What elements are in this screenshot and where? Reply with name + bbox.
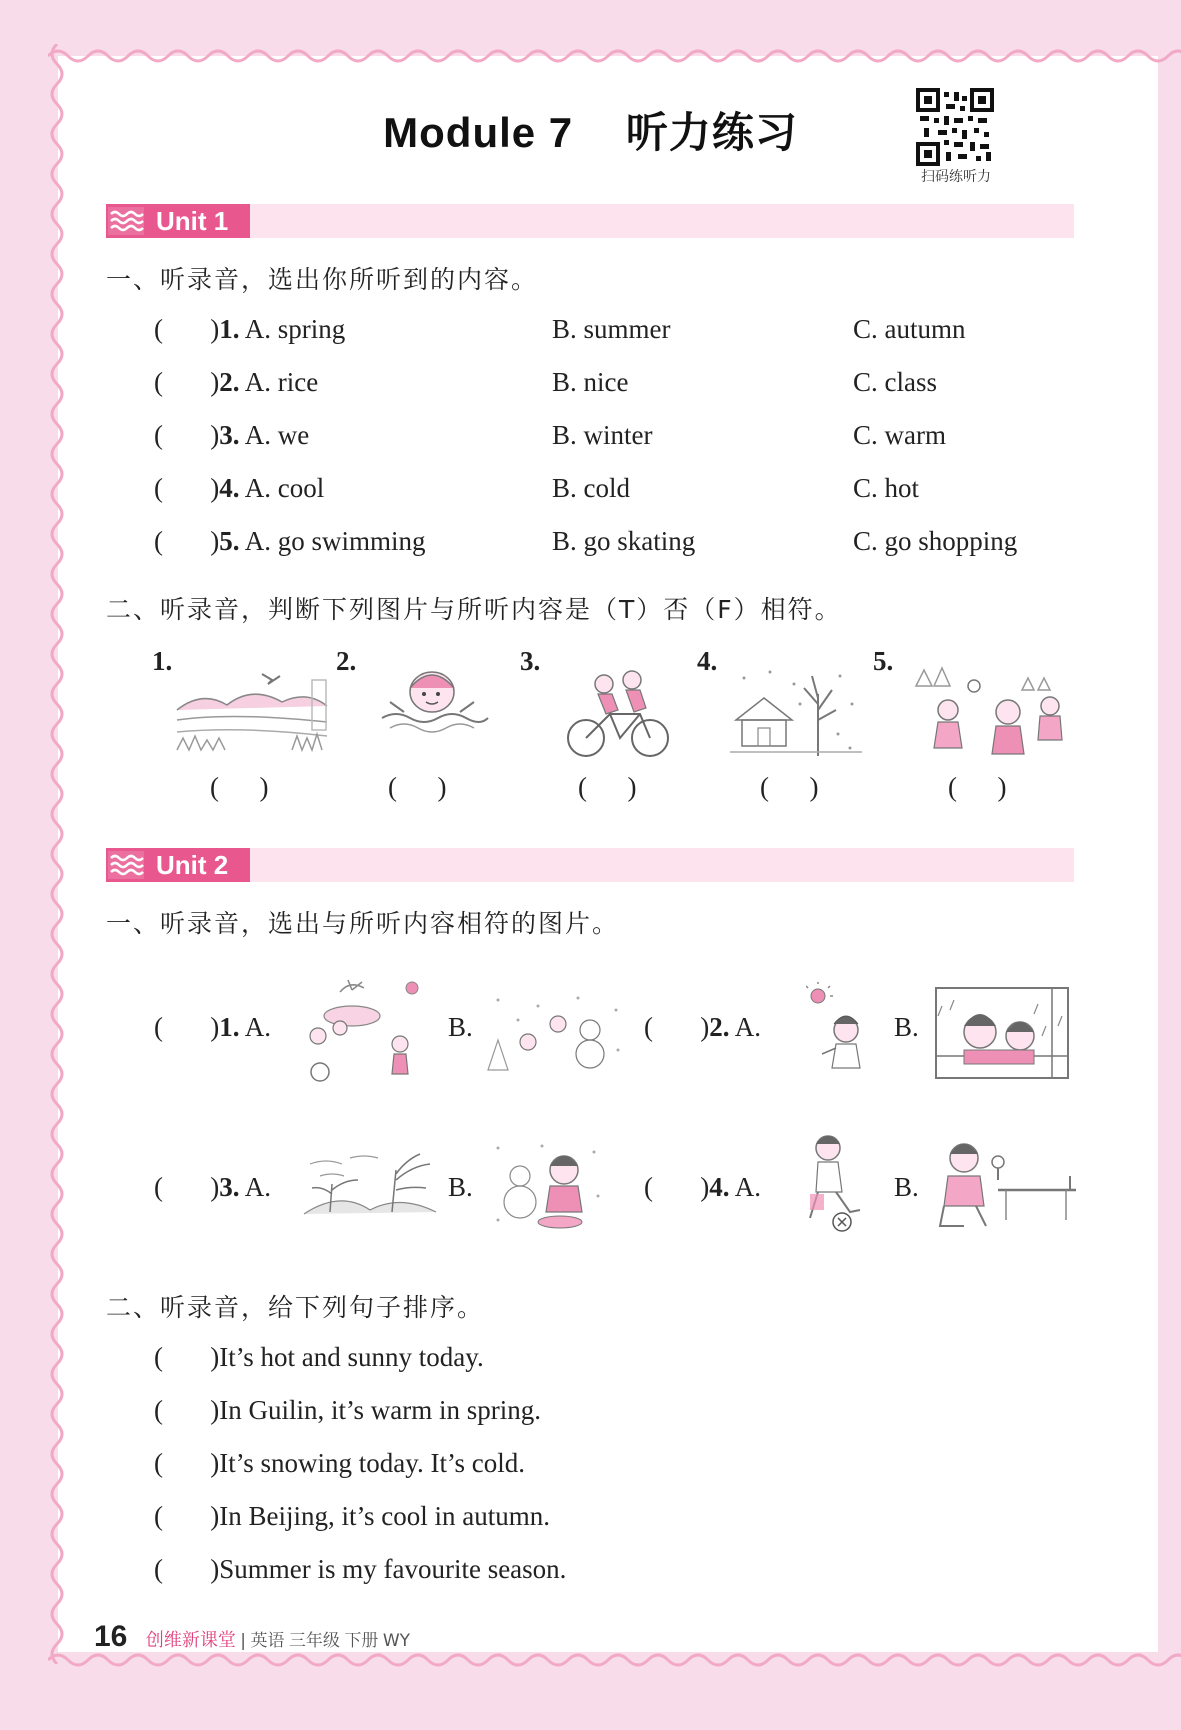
item-number: 3.: [219, 420, 240, 450]
list-item: [154, 1012, 271, 1043]
answer-paren[interactable]: ( ): [154, 526, 220, 556]
unit2-label: Unit 2: [156, 850, 229, 880]
option-b: B. summer: [552, 314, 671, 344]
option-a: A. go swimming: [244, 526, 426, 556]
swimming-girl-icon: [374, 664, 494, 740]
list-item: [154, 1554, 566, 1585]
wavy-border-top: [48, 44, 1181, 68]
answer-paren[interactable]: ( ): [154, 1448, 220, 1478]
unit2-part2-title: 二、听录音，给下列句子排序。: [106, 1293, 485, 1322]
kids-cycling-icon: [564, 664, 676, 764]
page-number: 16: [94, 1620, 128, 1653]
book-title: 创维新课堂: [145, 1630, 236, 1651]
option-a: A.: [244, 1012, 271, 1042]
answer-paren[interactable]: ( ): [154, 1395, 220, 1425]
option-c: C. hot: [853, 473, 920, 503]
unit1-label: Unit 1: [156, 206, 229, 236]
qr-code-icon[interactable]: [916, 88, 994, 166]
item-number: 5.: [219, 526, 240, 556]
picture-number: 2.: [336, 646, 357, 676]
picture-number: 1.: [152, 646, 173, 676]
list-item: [154, 526, 426, 557]
option-b: B. winter: [552, 420, 653, 450]
list-item: [154, 1172, 271, 1203]
answer-paren[interactable]: ( ): [644, 1012, 710, 1042]
unit2-tag: [106, 848, 250, 882]
subject-label: 英语: [250, 1631, 285, 1651]
spring-landscape-icon: [172, 660, 332, 760]
option-b: B.: [894, 1012, 919, 1042]
answer-paren[interactable]: ( ): [644, 1172, 710, 1202]
grade-label: 三年级: [288, 1631, 340, 1651]
answer-paren[interactable]: ( ): [154, 367, 220, 397]
option-c: C. autumn: [853, 314, 966, 344]
rainy-window-kids-icon: [934, 986, 1070, 1084]
answer-paren[interactable]: ( ): [154, 1501, 220, 1531]
edition-label: WY: [382, 1631, 411, 1651]
answer-paren[interactable]: ( ): [154, 1012, 220, 1042]
qr-caption: 扫码练听力: [921, 169, 991, 185]
answer-paren[interactable]: ( ): [948, 772, 1007, 802]
answer-paren[interactable]: ( ): [154, 473, 220, 503]
option-a: A. rice: [244, 367, 319, 397]
option-a: A. cool: [244, 473, 325, 503]
list-item: [154, 1342, 484, 1373]
unit1-header: [106, 204, 1074, 238]
list-item: [154, 1501, 550, 1532]
picture-number: 4.: [697, 646, 718, 676]
unit2-part1-title: 一、听录音，选出与所听内容相符的图片。: [106, 909, 620, 938]
picture-number: 3.: [520, 646, 541, 676]
answer-paren[interactable]: ( ): [154, 314, 220, 344]
answer-paren[interactable]: ( ): [154, 420, 220, 450]
list-item: [644, 1012, 761, 1043]
unit1-part1-title: 一、听录音，选出你所听到的内容。: [106, 265, 539, 294]
answer-paren[interactable]: ( ): [578, 772, 637, 802]
snowman-boy-icon: [490, 1140, 606, 1232]
list-item: [154, 1395, 541, 1426]
answer-paren[interactable]: ( ): [154, 1342, 220, 1372]
summer-beach-kids-icon: [300, 978, 436, 1082]
winter-kids-icon: [478, 990, 628, 1078]
wavy-border-left: [44, 44, 70, 1664]
title-chinese: 听力练习: [625, 109, 798, 156]
answer-paren[interactable]: ( ): [760, 772, 819, 802]
sentence-text: It’s snowing today. It’s cold.: [219, 1448, 525, 1478]
option-b: B. go skating: [552, 526, 696, 556]
option-c: C. go shopping: [853, 526, 1018, 556]
item-number: 2.: [709, 1012, 730, 1042]
wave-lines-icon: [108, 851, 144, 879]
option-c: C. warm: [853, 420, 946, 450]
answer-paren[interactable]: ( ): [210, 772, 269, 802]
item-number: 4.: [709, 1172, 730, 1202]
sentence-text: In Beijing, it’s cool in autumn.: [219, 1501, 550, 1531]
unit2-header: [106, 848, 1074, 882]
answer-paren[interactable]: ( ): [154, 1172, 220, 1202]
module-label: Module 7: [383, 109, 574, 156]
volume-label: 下册: [344, 1631, 379, 1651]
option-a: A.: [734, 1012, 761, 1042]
windy-trees-icon: [300, 1150, 440, 1226]
item-number: 3.: [219, 1172, 240, 1202]
option-a: A.: [244, 1172, 271, 1202]
boy-football-icon: [792, 1134, 876, 1238]
item-number: 2.: [219, 367, 240, 397]
sentence-text: In Guilin, it’s warm in spring.: [219, 1395, 541, 1425]
list-item: [644, 1172, 761, 1203]
list-item: [154, 314, 345, 345]
item-number: 1.: [219, 314, 240, 344]
answer-paren[interactable]: ( ): [154, 1554, 220, 1584]
sentence-text: It’s hot and sunny today.: [219, 1342, 484, 1372]
picture-number: 5.: [873, 646, 894, 676]
page-footer: [94, 1620, 410, 1654]
option-b: B.: [448, 1172, 473, 1202]
sentence-text: Summer is my favourite season.: [219, 1554, 567, 1584]
wave-lines-icon: [108, 207, 144, 235]
list-item: [154, 367, 318, 398]
option-a: A. spring: [244, 314, 346, 344]
list-item: [154, 420, 309, 451]
item-number: 4.: [219, 473, 240, 503]
option-a: A. we: [244, 420, 310, 450]
footer-divider: |: [240, 1631, 247, 1651]
kids-snowball-icon: [912, 660, 1070, 768]
option-c: C. class: [853, 367, 937, 397]
option-b: B. cold: [552, 473, 630, 503]
option-b: B. nice: [552, 367, 629, 397]
list-item: [154, 473, 324, 504]
item-number: 1.: [219, 1012, 240, 1042]
list-item: [154, 1448, 525, 1479]
option-b: B.: [894, 1172, 919, 1202]
page-title: [0, 100, 1181, 160]
option-b: B.: [448, 1012, 473, 1042]
unit1-tag: [106, 204, 250, 238]
snowy-house-icon: [730, 664, 862, 764]
sunny-boy-icon: [806, 982, 878, 1078]
answer-paren[interactable]: ( ): [388, 772, 447, 802]
boy-ping-pong-icon: [936, 1140, 1076, 1232]
option-a: A.: [734, 1172, 761, 1202]
unit1-part2-title: 二、听录音，判断下列图片与所听内容是（T）否（F）相符。: [106, 595, 842, 624]
